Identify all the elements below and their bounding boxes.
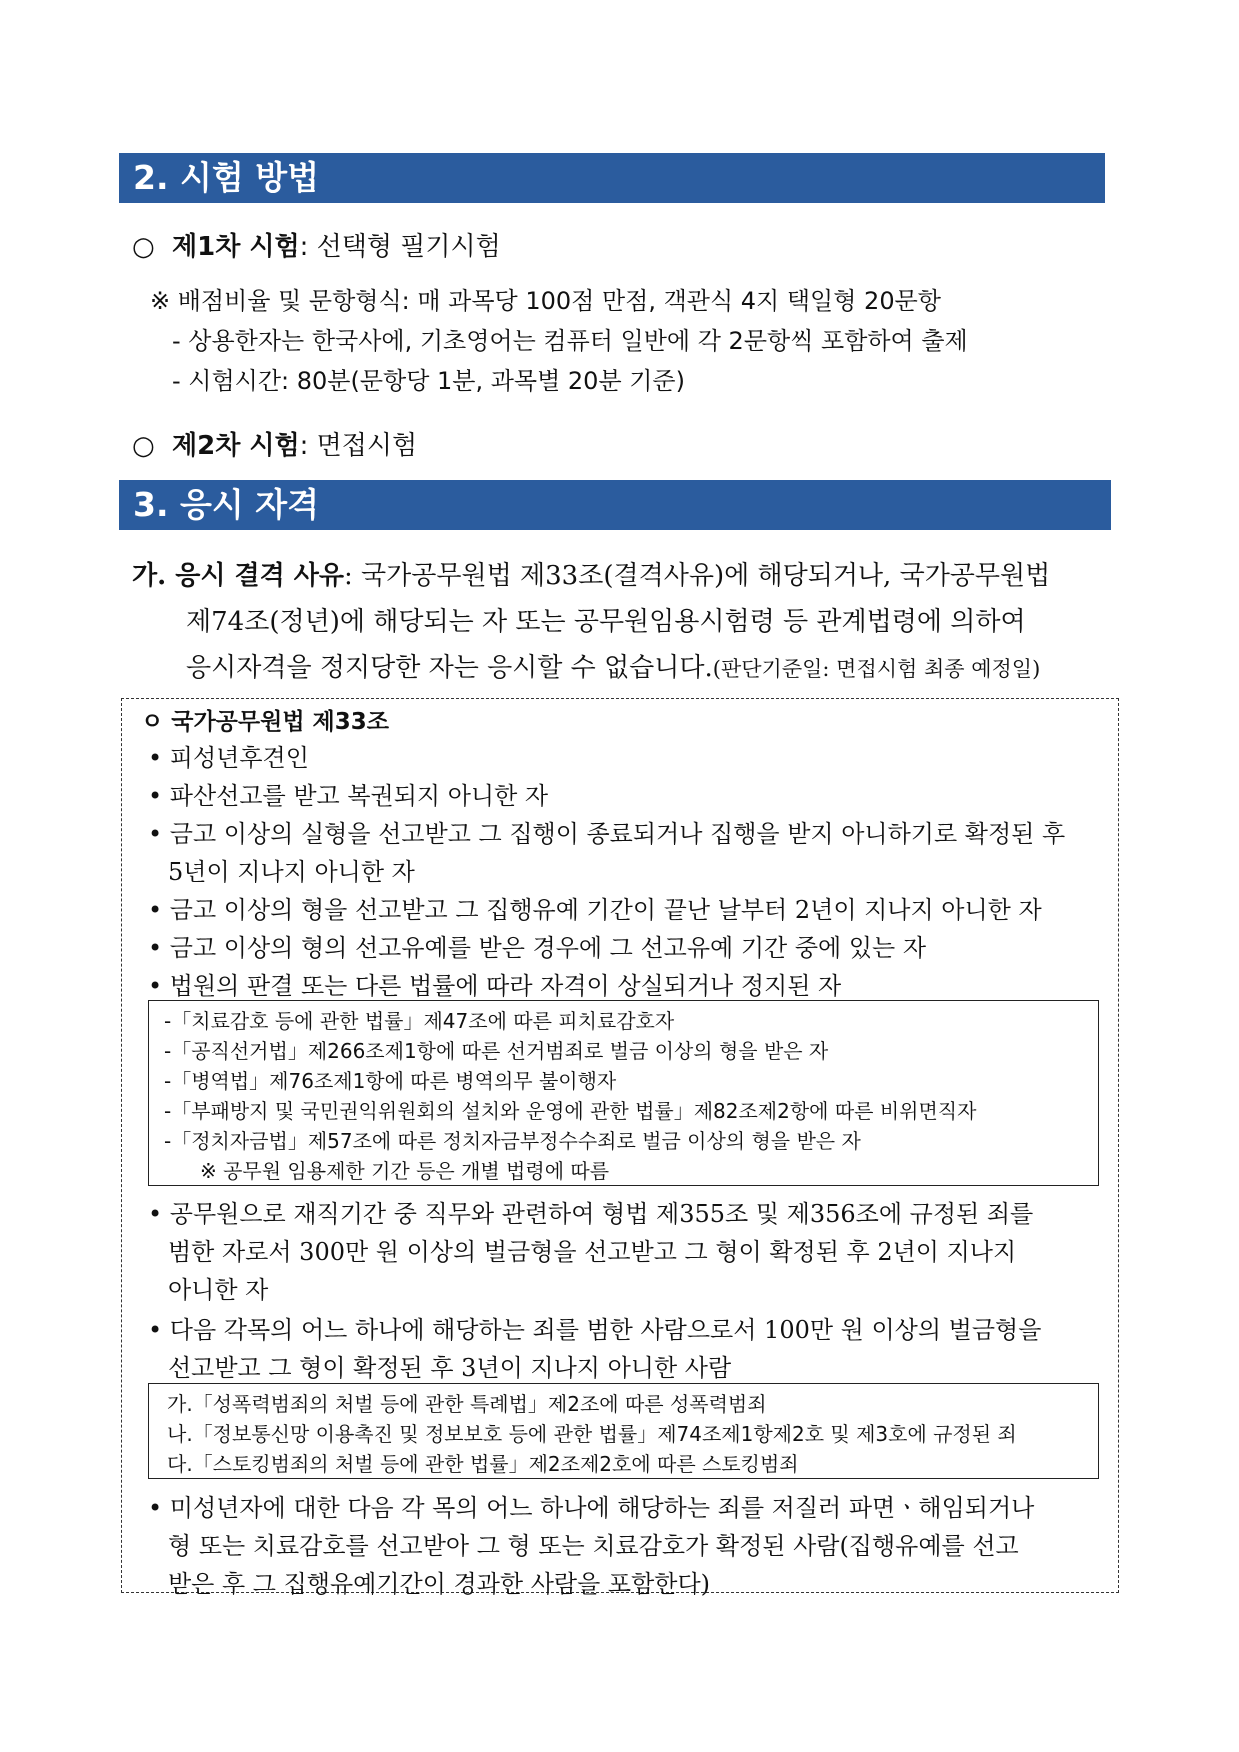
list-item: • 금고 이상의 실형을 선고받고 그 집행이 종료되거나 집행을 받지 아니하기로 확정된 후 [148,820,1066,848]
list-item-continued: 형 또는 치료감호를 선고받아 그 형 또는 치료감호가 확정된 사람(집행유예를 선고 [168,1532,1019,1560]
circle-bullet: ○ [132,232,155,262]
crime-type-item: 가.「성폭력범죄의 처벌 등에 관한 특례법」제2조에 따른 성폭력범죄 [167,1392,767,1416]
related-law-item: -「공직선거법」제266조제1항에 따른 선거범죄로 벌금 이상의 형을 받은 자 [164,1039,829,1063]
first-exam-desc: : 선택형 필기시험 [299,232,501,262]
circle-bullet: ○ [132,431,155,461]
list-item: • 파산선고를 받고 복권되지 아니한 자 [148,782,549,810]
list-item: • 미성년자에 대한 다음 각 목의 어느 하나에 해당하는 죄를 저질러 파면ㆍ해임되거나 [148,1494,1035,1522]
first-exam-label: 제1차 시험 [172,232,300,262]
exam-time-note: - 시험시간: 80분(문항당 1분, 과목별 20분 기준) [172,367,685,395]
disqualification-line-2: 제74조(정년)에 해당되는 자 또는 공무원임용시험령 등 관계법령에 의하여 [186,607,1026,637]
section-2-title: 2. 시험 방법 [119,153,1105,203]
disqualification-line-1 [132,555,1050,592]
related-law-item: -「병역법」제76조제1항에 따른 병역의무 불이행자 [164,1069,617,1093]
list-item-continued: 아니한 자 [168,1276,269,1304]
first-exam-item [132,226,501,263]
list-item: • 금고 이상의 형의 선고유예를 받은 경우에 그 선고유예 기간 중에 있는 자 [148,934,927,962]
disqualification-line-3 [186,647,1040,684]
list-item-continued: 받은 후 그 집행유예기간이 경과한 사람을 포함한다) [168,1570,710,1598]
scoring-note: ※ 배점비율 및 문항형식: 매 과목당 100점 만점, 객관식 4지 택일형 20문항 [150,287,941,315]
second-exam-item [132,425,417,462]
second-exam-desc: : 면접시험 [299,431,418,461]
related-law-note: ※ 공무원 임용제한 기간 등은 개별 법령에 따름 [200,1159,610,1183]
list-item: • 금고 이상의 형을 선고받고 그 집행유예 기간이 끝난 날부터 2년이 지나지 아니한 자 [148,896,1042,924]
disqualification-text-3: 응시자격을 정지당한 자는 응시할 수 없습니다. [186,653,713,683]
disqualification-label: 가. 응시 결격 사유 [132,561,345,591]
list-item: • 공무원으로 재직기간 중 직무와 관련하여 형법 제355조 및 제356조에 규정된 죄를 [148,1200,1034,1228]
section-3-title: 3. 응시 자격 [119,480,1111,530]
disqualification-text-1: : 국가공무원법 제33조(결격사유)에 해당되거나, 국가공무원법 [344,561,1051,591]
judgment-date-note: (판단기준일: 면접시험 최종 예정일) [712,657,1041,681]
crime-type-item: 나.「정보통신망 이용촉진 및 정보보호 등에 관한 법률」제74조제1항제2호 및 제3호에 규정된 죄 [167,1422,1017,1446]
related-law-item: -「치료감호 등에 관한 법률」제47조에 따른 피치료감호자 [164,1009,675,1033]
second-exam-label: 제2차 시험 [172,431,300,461]
related-law-item: -「부패방지 및 국민권익위원회의 설치와 운영에 관한 법률」제82조제2항에 따른 비위면직자 [164,1099,977,1123]
related-law-item: -「정치자금법」제57조에 따른 정치자금부정수수죄로 벌금 이상의 형을 받은 자 [164,1129,861,1153]
list-item: • 법원의 판결 또는 다른 법률에 따라 자격이 상실되거나 정지된 자 [148,972,842,1000]
list-item-continued: 범한 자로서 300만 원 이상의 벌금형을 선고받고 그 형이 확정된 후 2년이 지나지 [168,1238,1017,1266]
list-item: • 피성년후견인 [148,744,309,772]
list-item-continued: 5년이 지나지 아니한 자 [168,858,415,886]
law-heading: ㅇ 국가공무원법 제33조 [141,709,389,735]
crime-type-item: 다.「스토킹범죄의 처벌 등에 관한 법률」제2조제2호에 따른 스토킹범죄 [167,1452,799,1476]
list-item: • 다음 각목의 어느 하나에 해당하는 죄를 범한 사람으로서 100만 원 이상의 벌금형을 [148,1316,1042,1344]
hanja-english-note: - 상용한자는 한국사에, 기초영어는 컴퓨터 일반에 각 2문항씩 포함하여 출제 [172,327,968,355]
list-item-continued: 선고받고 그 형이 확정된 후 3년이 지나지 아니한 사람 [168,1354,732,1382]
